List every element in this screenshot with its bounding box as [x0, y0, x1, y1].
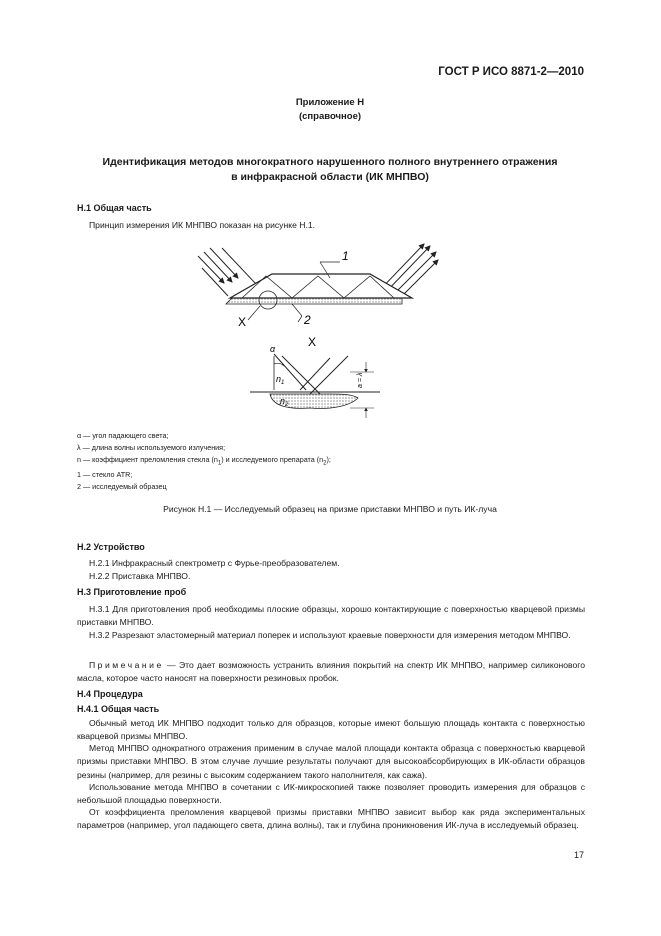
alpha-symbol: α — [270, 344, 276, 354]
label-x: X — [238, 315, 247, 329]
section-h4-heading: Н.4 Процедура — [77, 689, 143, 699]
legend-lambda: λ — длина волны используемого излучения; — [77, 443, 226, 452]
incoming-ray — [202, 268, 228, 296]
n2-symbol: $n_2$ — [280, 396, 289, 408]
section-h1-heading: Н.1 Общая часть — [77, 203, 152, 213]
leader-x — [248, 306, 260, 320]
section-h3-heading: Н.3 Приготовление проб — [77, 587, 187, 597]
section-h3-p1: Н.3.1 Для приготовления проб необходимы плоские образцы, хорошо контактирующие с поверхностью кварцевой призмы приставки МНПВО. — [77, 604, 585, 628]
appendix-heading — [60, 96, 600, 124]
leader-2-tail — [298, 316, 302, 322]
appendix-title: Приложение Н — [295, 97, 365, 108]
detail-reflected-ray-2 — [300, 358, 330, 390]
figure-legend — [77, 430, 331, 493]
section-h2-heading: Н.2 Устройство — [77, 542, 145, 552]
label-2: 2 — [304, 313, 311, 327]
note-label: Примечание — [89, 660, 164, 670]
atr-crystal — [230, 274, 412, 298]
legend-item-2: 2 — исследуемый образец — [77, 482, 167, 492]
section-h4-p1: Обычный метод ИК МНПВО подходит только для образцов, которые имеют большую площадь контакта с поверхностью кварцевой призмы МНПВО. — [77, 718, 585, 742]
note — [77, 659, 585, 686]
section-h4-1-heading: Н.4.1 Общая часть — [77, 704, 160, 714]
sample-layer — [226, 298, 402, 304]
page-number: 17 — [573, 850, 584, 860]
appendix-subtitle: (справочное) — [298, 111, 362, 122]
legend-alpha: α — угол падающего света; — [77, 431, 169, 440]
detail-label-x: X — [308, 335, 317, 349]
section-h2-item-1: Н.2.1 Инфракрасный спектрометр с Фурье-преобразователем. — [89, 558, 340, 568]
title-line-2: в инфракрасной области (ИК МНПВО) — [231, 171, 429, 183]
outgoing-ray — [392, 252, 436, 296]
title-line-1: Идентификация методов многократного нарушенного полного внутреннего отражения — [102, 156, 558, 168]
section-h4-p2: Метод МНПВО однократного отражения применим в случае малой площади контакта образца с поверхностью кварцевой призмы приставки МНПВО. В этом случае лучшие результаты получают для высокоабсорбирующих в ИК-области образцов резины (например, для резины с высоким содержанием такого наполнителя, как сажа). — [77, 743, 585, 780]
legend-item-1: 1 — стекло АТR; — [77, 470, 133, 480]
section-h2-item-2: Н.2.2 Приставка МНПВО. — [89, 571, 191, 581]
note-text: — Это дает возможность устранить влияния покрытий на спектр ИК МНПВО, например силиконового масла, которое часто наносят на поверхности резиновых пробок. — [77, 660, 585, 684]
section-h3-p2: Н.3.2 Разрезают эластомерный материал поперек и используют краевые поверхности для измерения методом МНПВО. — [89, 630, 571, 640]
outgoing-ray — [400, 260, 438, 298]
n1-symbol: $n_1$ — [276, 374, 285, 386]
legend-n: n — коэффициент преломления стекла $(n_1)$ и исследуемого препарата $(n_2)$; — [77, 455, 331, 467]
detail-incident-ray — [274, 354, 306, 390]
section-h1-text: Принцип измерения ИК МНПВО показан на рисунке Н.1. — [89, 220, 316, 230]
leader-2 — [292, 304, 302, 316]
detail-reflected-ray — [310, 356, 348, 394]
depth-label: a = λ — [357, 372, 364, 388]
section-h4-p4: От коэффициента преломления кварцевой призмы приставки МНПВО зависит выбор как ряда экспериментальных параметров (например, угол падающего света, длина волны), так и глубина проникновения ИК-луча в исследуемый образец. — [77, 807, 585, 831]
document-title — [60, 155, 600, 185]
label-1: 1 — [342, 249, 349, 263]
atr-prism-figure — [180, 238, 450, 418]
figure-caption: Рисунок Н.1 — Исследуемый образец на призме приставки МНПВО и путь ИК-луча — [163, 504, 497, 514]
standard-code: ГОСТ Р ИСО 8871-2—2010 — [438, 66, 584, 78]
section-h4-p3: Использование метода МНПВО в сочетании с ИК-микроскопией также позволяет проводить измерения для образцов с небольшой площадью поверхности. — [77, 782, 585, 806]
